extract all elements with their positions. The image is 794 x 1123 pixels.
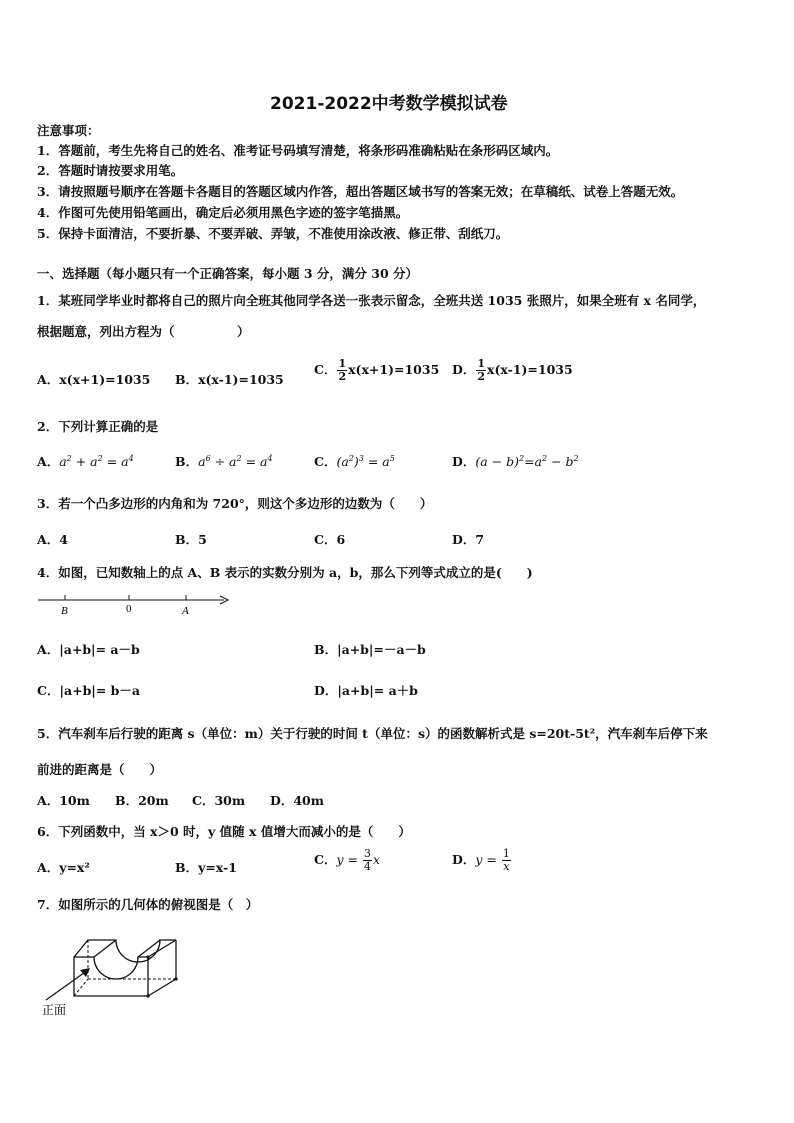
notice-heading: 注意事项： [37,123,100,138]
q2-option-b: B．$a^6 \div a^2 = a^4$ [175,453,273,469]
q5-option-d: D．40m [270,793,324,808]
axis-label-zero: 0 [126,603,132,615]
q4-option-c: C．|a+b|= b－a [37,683,141,698]
q2-option-d: D．$(a - b)^2=a^2 - b^2$ [452,453,579,469]
q6-option-a: A．y=x² [37,860,90,875]
q3-option-b: B．5 [175,532,207,547]
q3-option-d: D．7 [452,532,485,547]
q5-option-c: C．30m [192,793,246,808]
q2-option-c: C．$(a^2)^3 = a^5$ [314,453,395,469]
q2-option-a: A．$a^2 + a^2 = a^4$ [37,453,134,469]
q3-option-a: A．4 [37,532,68,547]
notice-item: 5．保持卡面清洁，不要折暴、不要弄破、弄皱，不准使用涂改液、修正带、刮纸刀。 [37,226,509,241]
notice-item: 2．答题时请按要求用笔。 [37,163,184,178]
q1-option-d: D． $\frac{1}{2}$ x(x-1)=1035 [452,357,573,383]
section-heading: 一、选择题（每小题只有一个正确答案，每小题 3 分，满分 30 分） [37,266,419,281]
question-5-stem: 5．汽车刹车后行驶的距离 s（单位：m）关于行驶的时间 t（单位：s）的函数解析式是 s=20t-5t²，汽车刹车后停下来 [37,726,708,741]
notice-item: 3．请按照题号顺序在答题卡各题目的答题区域内作答，超出答题区域书写的答案无效；在草稿纸、试卷上答题无效。 [37,184,684,199]
q6-option-c: C．y = $\frac{3}{4}$ x [314,847,380,873]
q5-option-b: B．20m [115,793,169,808]
question-1-stem-cont: 根据题意，列出方程为（ ） [37,324,250,339]
question-7-stem: 7．如图所示的几何体的俯视图是（ ） [37,897,259,912]
question-5-stem-cont: 前进的距离是（ ） [37,762,163,777]
notice-item: 1．答题前，考生先将自己的姓名、准考证号码填写清楚，将条形码准确粘贴在条形码区域内。 [37,143,559,158]
q4-option-a: A．|a+b|= a－b [37,642,140,657]
q4-option-d: D．|a+b|= a＋b [314,683,418,698]
question-3-stem: 3．若一个凸多边形的内角和为 720°，则这个多边形的边数为（ ） [37,496,433,511]
q3-option-c: C．6 [314,532,346,547]
number-line-figure [36,590,236,620]
solid-figure [36,922,186,1022]
axis-label-b: B [61,605,68,617]
q1-option-c: C． $\frac{1}{2}$ x(x+1)=1035 [314,357,440,383]
question-1-stem: 1．某班同学毕业时都将自己的照片向全班其他同学各送一张表示留念，全班共送 1035 张照片，如果全班有 x 名同学， [37,293,706,308]
q4-option-b: B．|a+b|=－a－b [314,642,426,657]
notice-item: 4．作图可先使用铅笔画出，确定后必须用黑色字迹的签字笔描黑。 [37,205,409,220]
question-4-stem: 4．如图，已知数轴上的点 A、B 表示的实数分别为 a，b，那么下列等式成立的是( ) [37,565,533,580]
q1-option-b: B．x(x-1)=1035 [175,372,284,387]
q1-option-a: A．x(x+1)=1035 [37,372,151,387]
question-6-stem: 6．下列函数中，当 x＞0 时，y 值随 x 值增大而减小的是（ ） [37,824,411,839]
front-label: 正面 [42,1003,67,1017]
axis-label-a: A [182,605,189,617]
page-title: 2021-2022中考数学模拟试卷 [270,94,508,114]
q6-option-b: B．y=x-1 [175,860,237,875]
question-2-stem: 2．下列计算正确的是 [37,419,159,434]
q5-option-a: A．10m [37,793,90,808]
q6-option-d: D．y = $\frac{1}{x}$ [452,847,510,873]
